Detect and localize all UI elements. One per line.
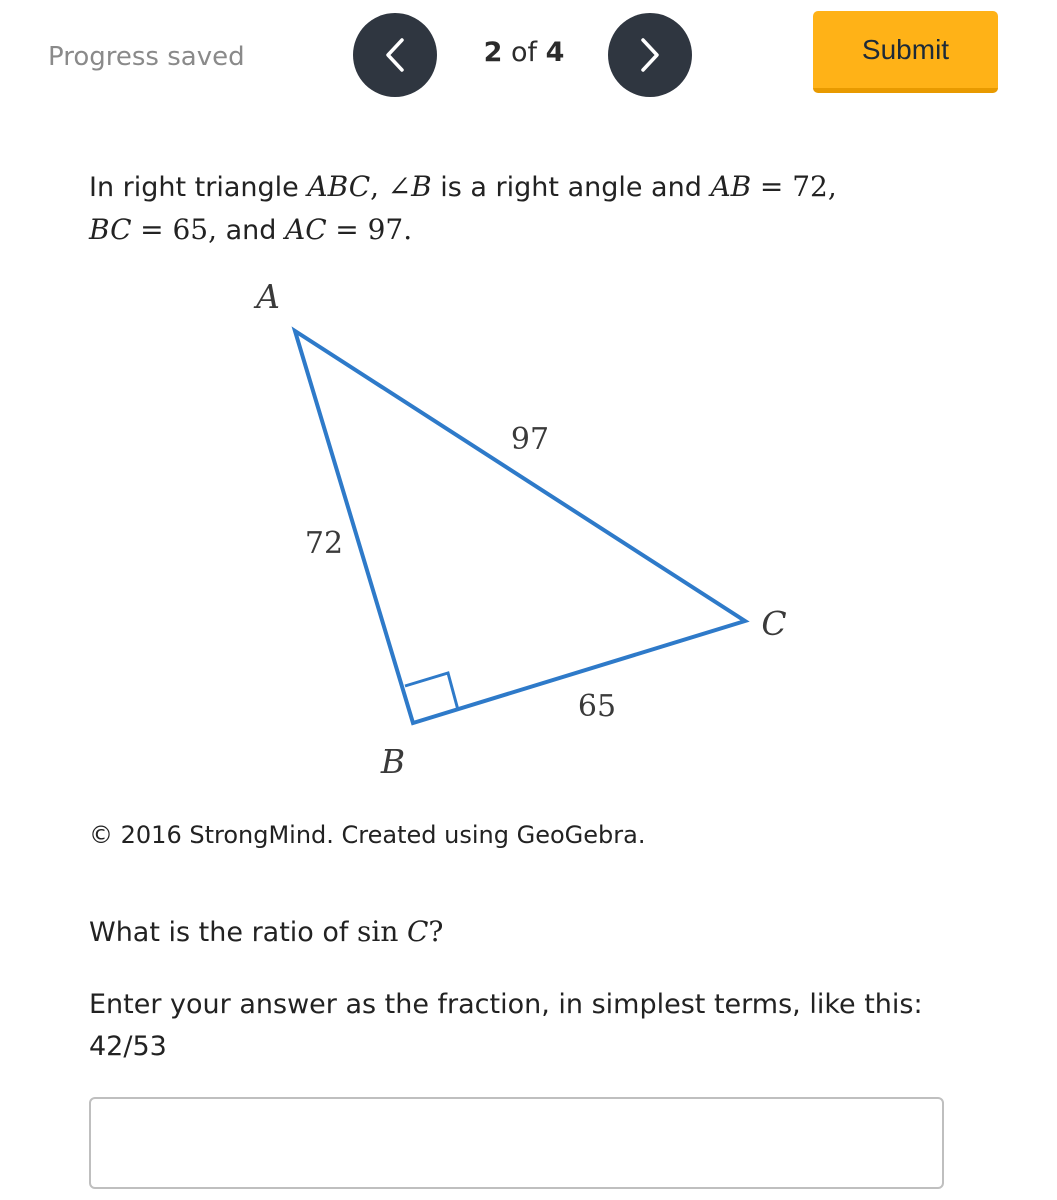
ask-variable: C [406,915,429,948]
answer-instructions [89,984,989,1068]
side-bc-label: 65 [577,689,617,724]
answer-input[interactable] [89,1097,944,1189]
angle-vertex: B [411,170,432,203]
ab-label: AB [710,170,752,203]
triangle-outline [295,331,745,723]
submit-button[interactable]: Submit [813,11,998,93]
angle-symbol: ∠ [387,170,412,203]
instructions-line: Enter your answer as the fraction, in simplest terms, like this: [89,989,923,1020]
vertex-c-label: C [761,604,787,643]
bc-value: = 65, [140,213,218,246]
ask-function: sin [357,915,399,948]
right-angle-marker [405,673,458,710]
triangle-name: ABC [307,170,371,203]
ask-prefix: What is the ratio of [89,917,349,948]
ab-value: = 72, [759,170,837,203]
ask-suffix: ? [428,915,444,948]
pager-total: 4 [545,37,565,68]
copyright-credit: © 2016 StrongMind. Created using GeoGebra. [89,821,646,849]
ratio-question [89,912,443,953]
question-intro: In right triangle [89,172,299,203]
side-ac-label: 97 [510,422,550,457]
comma: , [370,170,380,203]
ac-label: AC [285,213,327,246]
bc-label: BC [89,213,132,246]
right-angle-text: is a right angle and [440,172,702,203]
progress-saved-status: Progress saved [48,42,245,72]
instructions-example: 42/53 [89,1031,167,1062]
vertex-b-label: B [380,742,406,781]
pager-of: of [510,37,538,68]
vertex-a-label: A [256,277,280,316]
pager-current: 2 [483,37,503,68]
and-text: and [225,215,277,246]
ac-value: = 97. [335,213,413,246]
side-ab-label: 72 [304,526,344,561]
